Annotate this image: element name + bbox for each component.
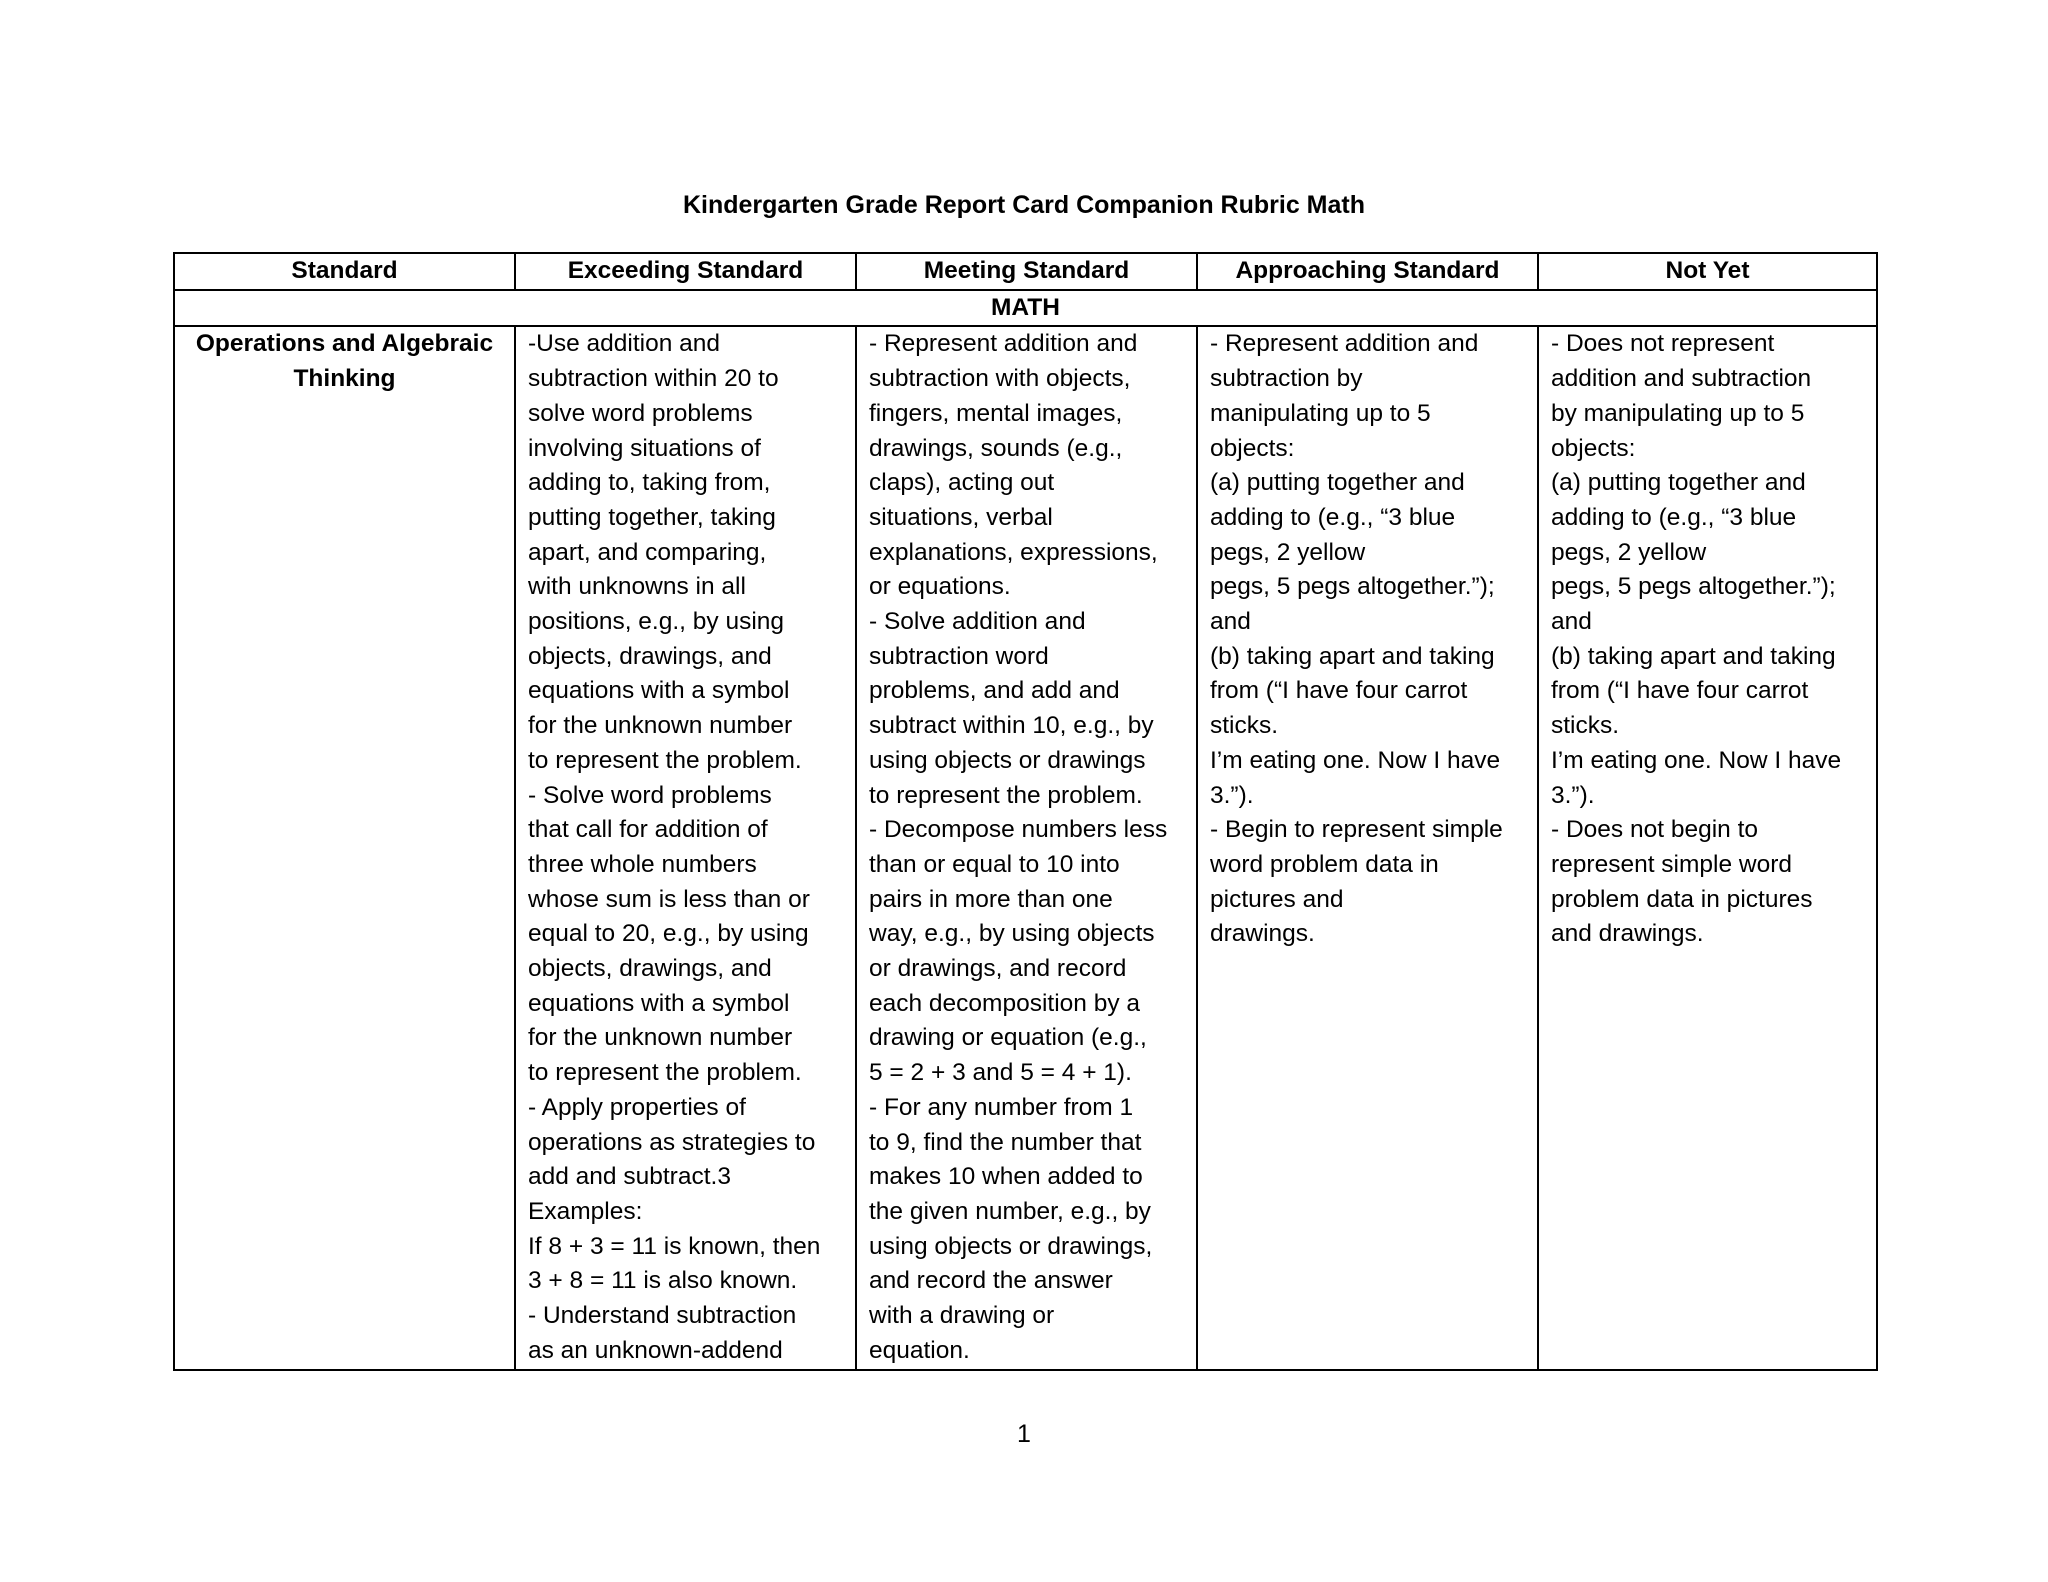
text-line: 5 = 2 + 3 and 5 = 4 + 1). bbox=[869, 1059, 1132, 1087]
standard-cell bbox=[174, 326, 515, 1369]
text-line: claps), acting out bbox=[869, 469, 1055, 497]
text-line: or drawings, and record bbox=[869, 955, 1127, 983]
text-line: involving situations of bbox=[528, 434, 761, 462]
text-line: solve word problems bbox=[528, 399, 753, 427]
text-line: fingers, mental images, bbox=[869, 399, 1123, 427]
text-line: using objects or drawings bbox=[869, 746, 1146, 774]
text-line: problem data in pictures bbox=[1551, 885, 1813, 913]
text-line: - For any number from 1 bbox=[869, 1093, 1134, 1121]
text-line: pictures and bbox=[1210, 885, 1344, 913]
text-line: (a) putting together and bbox=[1210, 469, 1465, 497]
text-line: using objects or drawings, bbox=[869, 1232, 1153, 1260]
not-yet-cell bbox=[1538, 326, 1877, 1369]
text-line: equations with a symbol bbox=[528, 677, 790, 705]
text-line: as an unknown-addend bbox=[528, 1336, 783, 1364]
rubric-table bbox=[173, 252, 1878, 1371]
header-row bbox=[174, 253, 1877, 290]
text-line: subtraction with objects, bbox=[869, 365, 1131, 393]
text-line: subtraction within 20 to bbox=[528, 365, 779, 393]
text-line: - Does not represent bbox=[1551, 330, 1775, 358]
exceeding-cell bbox=[515, 326, 856, 1369]
text-line: and record the answer bbox=[869, 1267, 1113, 1295]
text-line: to 9, find the number that bbox=[869, 1128, 1142, 1156]
text-line: equal to 20, e.g., by using bbox=[528, 920, 809, 948]
text-line: 3.”). bbox=[1210, 781, 1254, 809]
text-line: sticks. bbox=[1210, 712, 1279, 740]
text-line: - Solve word problems bbox=[528, 781, 772, 809]
document-title: Kindergarten Grade Report Card Companion Rubric Math bbox=[682, 191, 1365, 219]
text-line: manipulating up to 5 bbox=[1210, 399, 1431, 427]
text-line: pegs, 5 pegs altogether.”); bbox=[1210, 573, 1495, 601]
text-line: I’m eating one. Now I have bbox=[1551, 746, 1842, 774]
text-line: makes 10 when added to bbox=[869, 1163, 1143, 1191]
standard-line: Operations and Algebraic bbox=[195, 330, 494, 358]
text-line: drawings. bbox=[1210, 920, 1315, 948]
text-line: adding to (e.g., “3 blue bbox=[1210, 503, 1456, 531]
text-line: - Begin to represent simple bbox=[1210, 816, 1503, 844]
text-line: by manipulating up to 5 bbox=[1551, 399, 1805, 427]
text-line: (b) taking apart and taking bbox=[1551, 642, 1836, 670]
header-exceeding-standard: Exceeding Standard bbox=[515, 253, 856, 290]
text-line: subtraction by bbox=[1210, 365, 1363, 393]
text-line: putting together, taking bbox=[528, 503, 776, 531]
text-line: and drawings. bbox=[1551, 920, 1704, 948]
text-line: for the unknown number bbox=[528, 1024, 793, 1052]
text-line: objects, drawings, and bbox=[528, 955, 772, 983]
text-line: word problem data in bbox=[1210, 850, 1439, 878]
text-line: way, e.g., by using objects bbox=[869, 920, 1155, 948]
text-line: objects: bbox=[1551, 434, 1636, 462]
text-line: positions, e.g., by using bbox=[528, 608, 785, 636]
meeting-cell bbox=[856, 326, 1197, 1369]
text-line: to represent the problem. bbox=[528, 746, 802, 774]
text-line: to represent the problem. bbox=[528, 1059, 802, 1087]
text-line: and bbox=[1551, 608, 1592, 636]
text-line: subtraction word bbox=[869, 642, 1049, 670]
text-line: whose sum is less than or bbox=[528, 885, 810, 913]
text-line: drawing or equation (e.g., bbox=[869, 1024, 1147, 1052]
text-line: than or equal to 10 into bbox=[869, 850, 1120, 878]
page-number: 1 bbox=[1017, 1420, 1031, 1448]
text-line: sticks. bbox=[1551, 712, 1620, 740]
text-line: - Represent addition and bbox=[1210, 330, 1479, 358]
text-line: explanations, expressions, bbox=[869, 538, 1158, 566]
text-line: (b) taking apart and taking bbox=[1210, 642, 1495, 670]
text-line: - Decompose numbers less bbox=[869, 816, 1168, 844]
text-line: and bbox=[1210, 608, 1251, 636]
text-line: adding to, taking from, bbox=[528, 469, 771, 497]
text-line: add and subtract.3 bbox=[528, 1163, 731, 1191]
text-line: If 8 + 3 = 11 is known, then bbox=[528, 1232, 821, 1260]
section-row bbox=[174, 290, 1877, 327]
text-line: objects: bbox=[1210, 434, 1295, 462]
section-label: MATH bbox=[174, 290, 1877, 327]
header-standard: Standard bbox=[174, 253, 515, 290]
text-line: that call for addition of bbox=[528, 816, 768, 844]
standard-line: Thinking bbox=[293, 365, 396, 393]
text-line: Examples: bbox=[528, 1197, 643, 1225]
text-line: addition and subtraction bbox=[1551, 365, 1812, 393]
text-line: pairs in more than one bbox=[869, 885, 1113, 913]
table-row bbox=[174, 326, 1877, 1369]
text-line: I’m eating one. Now I have bbox=[1210, 746, 1501, 774]
text-line: - Solve addition and bbox=[869, 608, 1086, 636]
text-line: with a drawing or bbox=[869, 1302, 1055, 1330]
text-line: situations, verbal bbox=[869, 503, 1053, 531]
text-line: adding to (e.g., “3 blue bbox=[1551, 503, 1797, 531]
text-line: operations as strategies to bbox=[528, 1128, 816, 1156]
text-line: - Apply properties of bbox=[528, 1093, 746, 1121]
text-line: each decomposition by a bbox=[869, 989, 1141, 1017]
text-line: pegs, 2 yellow bbox=[1551, 538, 1707, 566]
text-line: three whole numbers bbox=[528, 850, 757, 878]
text-line: represent simple word bbox=[1551, 850, 1793, 878]
text-line: objects, drawings, and bbox=[528, 642, 772, 670]
text-line: equations with a symbol bbox=[528, 989, 790, 1017]
text-line: pegs, 2 yellow bbox=[1210, 538, 1366, 566]
header-meeting-standard: Meeting Standard bbox=[856, 253, 1197, 290]
text-line: equation. bbox=[869, 1336, 970, 1364]
text-line: -Use addition and bbox=[528, 330, 721, 358]
text-line: (a) putting together and bbox=[1551, 469, 1806, 497]
text-line: - Represent addition and bbox=[869, 330, 1138, 358]
text-line: - Does not begin to bbox=[1551, 816, 1759, 844]
text-line: subtract within 10, e.g., by bbox=[869, 712, 1154, 740]
text-line: for the unknown number bbox=[528, 712, 793, 740]
text-line: apart, and comparing, bbox=[528, 538, 767, 566]
text-line: pegs, 5 pegs altogether.”); bbox=[1551, 573, 1836, 601]
text-line: drawings, sounds (e.g., bbox=[869, 434, 1123, 462]
text-line: from (“I have four carrot bbox=[1210, 677, 1468, 705]
text-line: 3.”). bbox=[1551, 781, 1595, 809]
text-line: 3 + 8 = 11 is also known. bbox=[528, 1267, 798, 1295]
text-line: to represent the problem. bbox=[869, 781, 1143, 809]
text-line: or equations. bbox=[869, 573, 1011, 601]
header-not-yet: Not Yet bbox=[1538, 253, 1877, 290]
header-approaching-standard: Approaching Standard bbox=[1197, 253, 1538, 290]
text-line: problems, and add and bbox=[869, 677, 1120, 705]
approaching-cell bbox=[1197, 326, 1538, 1369]
text-line: with unknowns in all bbox=[528, 573, 746, 601]
text-line: from (“I have four carrot bbox=[1551, 677, 1809, 705]
text-line: - Understand subtraction bbox=[528, 1302, 797, 1330]
text-line: the given number, e.g., by bbox=[869, 1197, 1151, 1225]
